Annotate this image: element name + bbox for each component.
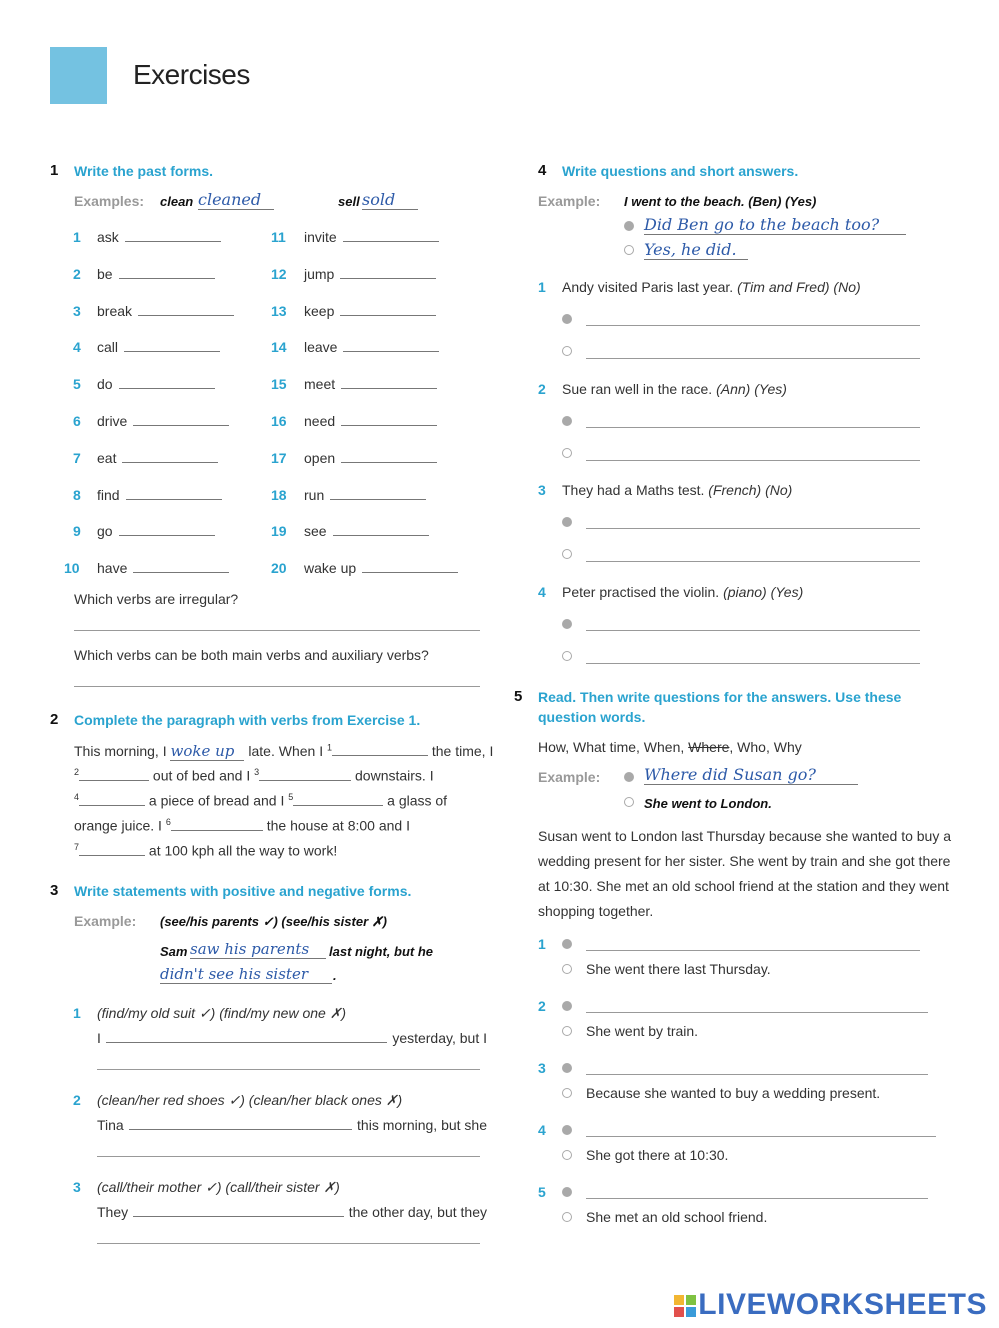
ex1-item-number: 2 bbox=[73, 265, 81, 282]
ex4-item-number: 3 bbox=[538, 482, 546, 498]
ex3-example-period: . bbox=[333, 968, 337, 983]
ex4-question-line[interactable] bbox=[586, 528, 920, 529]
ex5-paragraph-line: Susan went to London last Thursday because she wanted to buy a bbox=[538, 828, 952, 844]
ex5-example-answer: She went to London. bbox=[644, 796, 772, 811]
answer-bullet-icon bbox=[562, 549, 572, 559]
ex2-gap-3[interactable] bbox=[259, 779, 351, 781]
answer-bullet-icon bbox=[562, 964, 572, 974]
ex1-item-blank[interactable] bbox=[126, 498, 222, 500]
ex5-item-number: 3 bbox=[538, 1060, 546, 1076]
ex1-item-row bbox=[97, 266, 215, 282]
ex1-item-word: wake up bbox=[304, 560, 357, 577]
ex3-example-positive: saw his parents bbox=[190, 940, 326, 959]
question-bullet-icon bbox=[562, 1001, 572, 1011]
ex4-answer-line[interactable] bbox=[586, 358, 920, 359]
ex4-item-number: 1 bbox=[538, 279, 546, 295]
ex2-gap-1[interactable] bbox=[332, 754, 428, 756]
ex1-item-row bbox=[97, 339, 220, 355]
ex4-item-number: 4 bbox=[538, 583, 546, 600]
ex3-item-end: the other day, but they bbox=[348, 1204, 487, 1220]
ex1-item-word: find bbox=[97, 486, 120, 503]
ex2-text: out of bed and I bbox=[152, 767, 251, 784]
ex5-item-answer: Because she wanted to buy a wedding present. bbox=[586, 1085, 881, 1101]
ex1-item-row bbox=[97, 229, 221, 245]
question-bullet-icon bbox=[562, 416, 572, 426]
answer-bullet-icon bbox=[562, 1026, 572, 1036]
ex2-line-2 bbox=[74, 767, 434, 784]
ex2-text: late. When I bbox=[248, 743, 324, 759]
ex4-item-cue: (Ann) (Yes) bbox=[716, 380, 787, 397]
ex5-question-line[interactable] bbox=[586, 1074, 928, 1075]
ex1-item-blank[interactable] bbox=[341, 461, 437, 463]
ex1-item-row bbox=[304, 413, 437, 429]
liveworksheets-logo bbox=[674, 1288, 987, 1322]
ex1-item-number: 10 bbox=[64, 560, 80, 577]
ex1-item-word: ask bbox=[97, 229, 119, 245]
ex3-example-subject: Sam bbox=[160, 944, 188, 959]
ex5-paragraph-line: wedding present for her sister. She went by train and she got there bbox=[538, 853, 951, 869]
ex1-item-blank[interactable] bbox=[333, 534, 429, 536]
ex1-item-blank[interactable] bbox=[330, 498, 426, 500]
answer-bullet-icon bbox=[562, 346, 572, 356]
ex3-item-second-line[interactable] bbox=[97, 1243, 480, 1244]
ex3-item-blank[interactable] bbox=[133, 1215, 344, 1217]
ex1-item-blank[interactable] bbox=[133, 571, 229, 573]
ex4-item-text bbox=[562, 279, 861, 295]
ex1-item-word: run bbox=[304, 486, 325, 503]
ex2-gap-5[interactable] bbox=[293, 804, 383, 806]
ex3-example-rest: last night, but he bbox=[329, 944, 433, 959]
ex1-item-number: 18 bbox=[271, 486, 287, 503]
ex1-item-word: jump bbox=[304, 265, 335, 282]
ex1-item-word: call bbox=[97, 339, 119, 356]
ex1-item-row bbox=[304, 376, 437, 392]
ex4-item-sentence: Peter practised the violin. bbox=[562, 583, 720, 600]
page-title: Exercises bbox=[133, 59, 250, 90]
ex1-item-row bbox=[97, 523, 215, 539]
ex5-item-number: 4 bbox=[538, 1122, 546, 1138]
ex1-item-number: 3 bbox=[73, 302, 81, 319]
ex1-item-number: 20 bbox=[271, 560, 287, 577]
ex2-example-answer: woke up bbox=[170, 742, 244, 761]
ex5-qwords-struck: Where bbox=[688, 739, 730, 755]
ex5-example-label: Example: bbox=[538, 769, 601, 785]
ex2-line-5 bbox=[74, 842, 337, 859]
ex1-item-number: 9 bbox=[73, 523, 81, 540]
ex1-item-blank[interactable] bbox=[119, 387, 215, 389]
ex3-item-prompt: (call/their mother ✓) (call/their sister ✗) bbox=[97, 1179, 340, 1195]
ex1-item-word: drive bbox=[97, 413, 128, 429]
ex5-question-line[interactable] bbox=[586, 1198, 928, 1199]
ex1-question-irregular: Which verbs are irregular? bbox=[74, 591, 239, 607]
ex1-item-word: invite bbox=[304, 229, 337, 245]
ex1-item-blank[interactable] bbox=[133, 424, 229, 426]
liveworksheets-logo-text: LIVEWORKSHEETS bbox=[698, 1288, 987, 1321]
ex4-answer-line[interactable] bbox=[586, 460, 920, 461]
ex3-item-sentence bbox=[97, 1030, 487, 1046]
ex3-item-prompt: (clean/her red shoes ✓) (clean/her black ones ✗) bbox=[97, 1092, 403, 1108]
ex4-item-sentence: They had a Maths test. bbox=[562, 482, 705, 498]
ex3-item-start: Tina bbox=[97, 1117, 124, 1133]
question-bullet-icon bbox=[562, 1125, 572, 1135]
ex1-item-word: go bbox=[97, 523, 113, 540]
ex1-item-blank[interactable] bbox=[138, 314, 234, 316]
ex1-item-blank[interactable] bbox=[125, 240, 221, 242]
ex1-item-word: need bbox=[304, 413, 336, 429]
ex1-item-blank[interactable] bbox=[122, 461, 218, 463]
ex4-example-answer: Yes, he did. bbox=[644, 240, 748, 260]
ex1-item-blank[interactable] bbox=[124, 350, 220, 352]
ex3-example-negative: didn't see his sister bbox=[160, 965, 332, 984]
ex4-answer-line[interactable] bbox=[586, 663, 920, 664]
ex2-gap-number: 1 bbox=[326, 742, 332, 753]
ex4-item-number: 2 bbox=[538, 380, 546, 397]
ex4-question-line[interactable] bbox=[586, 325, 920, 326]
ex1-example-answer-1: cleaned bbox=[198, 190, 274, 210]
ex2-text: a piece of bread and I bbox=[148, 792, 285, 809]
question-bullet-icon bbox=[562, 517, 572, 527]
ex1-item-row bbox=[304, 450, 437, 466]
ex4-question-line[interactable] bbox=[586, 427, 920, 428]
exercise-4-number: 4 bbox=[538, 162, 547, 179]
ex2-gap-number: 7 bbox=[74, 842, 80, 852]
ex1-item-row bbox=[304, 487, 426, 503]
ex5-question-line[interactable] bbox=[586, 950, 920, 951]
ex2-gap-number: 4 bbox=[74, 792, 80, 802]
answer-bullet-icon bbox=[624, 245, 634, 255]
answer-bullet-icon bbox=[562, 1088, 572, 1098]
ex2-line-4 bbox=[74, 817, 410, 834]
ex3-item-number: 3 bbox=[73, 1179, 81, 1195]
answer-bullet-icon bbox=[562, 448, 572, 458]
ex5-qwords-text: How, What time, When, bbox=[538, 739, 685, 755]
ex4-item-sentence: Sue ran well in the race. bbox=[562, 380, 713, 397]
ex4-example-question: Did Ben go to the beach too? bbox=[644, 215, 906, 235]
ex3-item-end: this morning, but she bbox=[357, 1117, 487, 1133]
ex1-answer-line-irregular[interactable] bbox=[74, 630, 480, 631]
ex1-question-auxiliary: Which verbs can be both main verbs and auxiliary verbs? bbox=[74, 647, 429, 663]
ex1-item-blank[interactable] bbox=[341, 387, 437, 389]
exercise-5-title-line-2: question words. bbox=[538, 709, 646, 725]
ex1-item-word: do bbox=[97, 376, 113, 393]
ex4-answer-line[interactable] bbox=[586, 561, 920, 562]
exercise-2-number: 2 bbox=[50, 711, 59, 728]
ex2-gap-4[interactable] bbox=[79, 804, 145, 806]
ex1-item-row bbox=[304, 303, 436, 319]
ex1-item-row bbox=[304, 339, 439, 355]
ex1-item-number: 4 bbox=[73, 339, 81, 356]
ex5-item-answer: She went by train. bbox=[586, 1023, 699, 1039]
ex1-item-number: 14 bbox=[271, 339, 287, 356]
ex5-question-line[interactable] bbox=[586, 1012, 928, 1013]
ex1-item-number: 16 bbox=[271, 413, 287, 429]
ex2-gap-6[interactable] bbox=[171, 829, 263, 831]
exercise-5-title-line-1: Read. Then write questions for the answers. Use these bbox=[538, 689, 902, 705]
ex1-item-row bbox=[97, 413, 229, 429]
exercise-1-number: 1 bbox=[50, 162, 59, 179]
question-bullet-icon bbox=[562, 619, 572, 629]
ex3-item-start: They bbox=[97, 1204, 129, 1220]
ex5-item-answer: She met an old school friend. bbox=[586, 1209, 768, 1225]
ex1-example-word-2: sell bbox=[338, 194, 360, 209]
ex1-item-number: 5 bbox=[73, 376, 81, 393]
ex2-gap-7[interactable] bbox=[79, 854, 145, 856]
ex4-item-text bbox=[562, 482, 792, 498]
ex1-examples-label: Examples: bbox=[74, 193, 145, 209]
ex2-gap-number: 6 bbox=[165, 817, 171, 827]
ex1-example-word-1: clean bbox=[160, 194, 194, 209]
ex4-item-text bbox=[562, 381, 787, 397]
ex1-item-word: be bbox=[97, 265, 113, 282]
ex1-item-row bbox=[304, 523, 429, 539]
ex3-item-sentence bbox=[97, 1117, 487, 1133]
ex5-reading-paragraph bbox=[538, 824, 951, 924]
ex2-text: orange juice. I bbox=[74, 817, 162, 834]
answer-bullet-icon bbox=[562, 1150, 572, 1160]
ex1-item-row bbox=[97, 560, 229, 576]
ex1-item-row bbox=[97, 450, 218, 466]
ex2-text: at 100 kph all the way to work! bbox=[148, 842, 338, 859]
ex1-item-row bbox=[304, 229, 439, 245]
exercise-3-number: 3 bbox=[50, 882, 59, 899]
answer-bullet-icon bbox=[562, 1212, 572, 1222]
answer-bullet-icon bbox=[624, 797, 634, 807]
ex5-qwords-text: , Who, Why bbox=[729, 739, 802, 755]
ex5-item-answer: She went there last Thursday. bbox=[586, 961, 771, 977]
header-color-block bbox=[50, 47, 107, 104]
ex1-item-number: 8 bbox=[73, 486, 81, 503]
ex4-item-text bbox=[562, 584, 803, 600]
ex1-item-number: 6 bbox=[73, 413, 81, 429]
exercise-4-title: Write questions and short answers. bbox=[562, 163, 799, 179]
ex2-line-3 bbox=[74, 792, 447, 809]
ex5-paragraph-line: at 10:30. She met an old school friend at the station and they went bbox=[538, 878, 949, 894]
question-bullet-icon bbox=[624, 772, 634, 782]
ex5-item-answer: She got there at 10:30. bbox=[586, 1147, 729, 1163]
ex3-item-blank[interactable] bbox=[106, 1041, 387, 1043]
ex1-answer-line-auxiliary[interactable] bbox=[74, 686, 480, 687]
ex5-item-number: 5 bbox=[538, 1184, 546, 1200]
exercise-1-title: Write the past forms. bbox=[74, 163, 213, 179]
ex1-item-blank[interactable] bbox=[340, 314, 436, 316]
ex1-item-blank[interactable] bbox=[343, 240, 439, 242]
ex4-item-cue: (French) (No) bbox=[708, 482, 793, 498]
ex4-item-cue: (piano) (Yes) bbox=[723, 583, 804, 600]
ex1-item-word: meet bbox=[304, 376, 336, 393]
ex2-text: downstairs. I bbox=[355, 767, 434, 784]
ex5-question-line[interactable] bbox=[586, 1136, 936, 1137]
ex2-text: the house at 8:00 and I bbox=[266, 817, 410, 834]
question-bullet-icon bbox=[624, 221, 634, 231]
liveworksheets-logo-icon bbox=[674, 1295, 696, 1317]
exercise-2-title: Complete the paragraph with verbs from Exercise 1. bbox=[74, 712, 421, 728]
ex2-gap-number: 3 bbox=[254, 767, 260, 777]
ex2-gap-number: 2 bbox=[74, 767, 80, 777]
ex2-text: a glass of bbox=[387, 792, 448, 809]
ex1-item-blank[interactable] bbox=[341, 424, 437, 426]
ex3-item-second-line[interactable] bbox=[97, 1156, 480, 1157]
ex3-item-start: I bbox=[97, 1030, 101, 1046]
ex5-example-question: Where did Susan go? bbox=[644, 765, 858, 785]
ex3-example-label: Example: bbox=[74, 913, 137, 929]
question-bullet-icon bbox=[562, 939, 572, 949]
ex1-item-number: 19 bbox=[271, 523, 287, 540]
ex1-example-answer-2: sold bbox=[362, 190, 418, 210]
ex1-item-word: have bbox=[97, 560, 128, 577]
ex1-item-number: 13 bbox=[271, 302, 287, 319]
ex1-item-word: leave bbox=[304, 339, 338, 356]
ex2-line-1 bbox=[74, 742, 493, 761]
ex5-item-number: 1 bbox=[538, 936, 546, 952]
ex1-item-blank[interactable] bbox=[362, 571, 458, 573]
ex1-item-number: 17 bbox=[271, 449, 287, 466]
ex5-item-number: 2 bbox=[538, 998, 546, 1014]
ex1-item-number: 12 bbox=[271, 265, 287, 282]
ex1-item-row bbox=[304, 560, 458, 576]
ex1-item-blank[interactable] bbox=[343, 350, 439, 352]
ex1-item-blank[interactable] bbox=[119, 277, 215, 279]
ex3-item-second-line[interactable] bbox=[97, 1069, 480, 1070]
ex4-item-sentence: Andy visited Paris last year. bbox=[562, 279, 734, 295]
ex1-item-word: break bbox=[97, 302, 133, 319]
question-bullet-icon bbox=[562, 1063, 572, 1073]
ex4-item-cue: (Tim and Fred) (No) bbox=[737, 279, 861, 295]
answer-bullet-icon bbox=[562, 651, 572, 661]
ex2-text: the time, I bbox=[431, 743, 494, 759]
ex1-item-row bbox=[304, 266, 436, 282]
question-bullet-icon bbox=[562, 1187, 572, 1197]
ex3-item-number: 1 bbox=[73, 1005, 81, 1021]
ex2-gap-number: 5 bbox=[288, 792, 294, 802]
exercise-3-title: Write statements with positive and negative forms. bbox=[74, 883, 412, 899]
ex5-paragraph-line: shopping together. bbox=[538, 903, 654, 919]
ex1-item-word: eat bbox=[97, 449, 117, 466]
ex4-question-line[interactable] bbox=[586, 630, 920, 631]
ex1-item-row bbox=[97, 303, 234, 319]
ex4-example-prompt: I went to the beach. (Ben) (Yes) bbox=[624, 194, 817, 209]
ex1-item-row bbox=[97, 376, 215, 392]
ex1-item-number: 15 bbox=[271, 376, 287, 393]
ex3-item-blank[interactable] bbox=[129, 1128, 352, 1130]
ex1-item-row bbox=[97, 487, 222, 503]
question-bullet-icon bbox=[562, 314, 572, 324]
ex3-item-prompt: (find/my old suit ✓) (find/my new one ✗) bbox=[97, 1005, 347, 1021]
ex3-item-number: 2 bbox=[73, 1092, 81, 1108]
ex2-gap-2[interactable] bbox=[79, 779, 149, 781]
ex1-item-word: keep bbox=[304, 302, 335, 319]
ex3-example-prompt: (see/his parents ✓) (see/his sister ✗) bbox=[160, 914, 387, 929]
ex1-item-word: see bbox=[304, 523, 327, 540]
ex2-text: This morning, I bbox=[74, 743, 167, 759]
ex4-example-label: Example: bbox=[538, 193, 601, 209]
ex1-item-number: 1 bbox=[73, 229, 81, 245]
ex5-question-words bbox=[538, 739, 802, 755]
ex1-item-blank[interactable] bbox=[340, 277, 436, 279]
ex3-item-end: yesterday, but I bbox=[392, 1030, 487, 1046]
ex1-item-number: 7 bbox=[73, 449, 81, 466]
ex1-item-word: open bbox=[304, 449, 336, 466]
ex1-item-blank[interactable] bbox=[119, 534, 215, 536]
ex1-item-number: 11 bbox=[271, 229, 286, 245]
exercise-5-number: 5 bbox=[514, 688, 523, 705]
ex3-item-sentence bbox=[97, 1204, 487, 1220]
